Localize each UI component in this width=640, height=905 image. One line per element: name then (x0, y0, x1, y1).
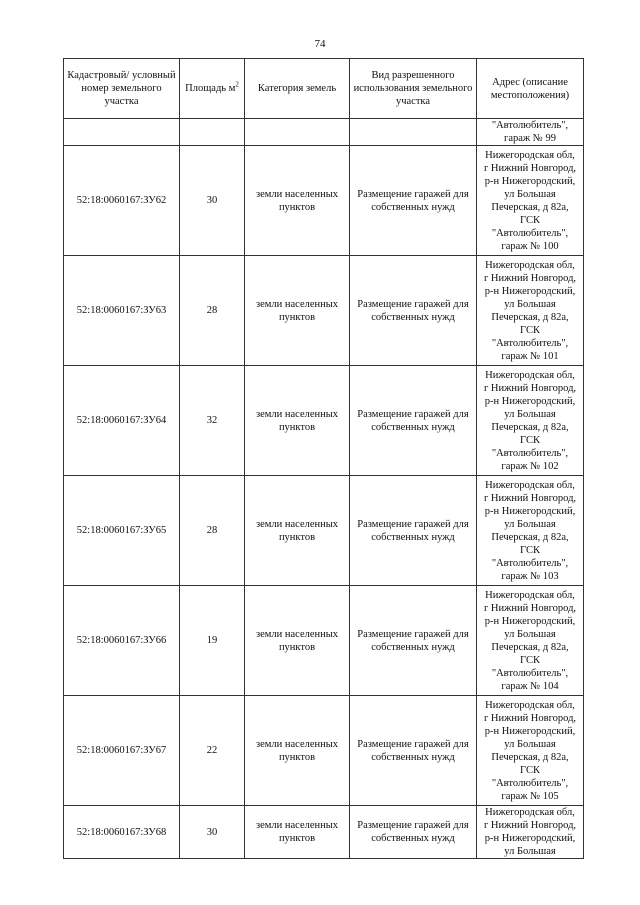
cell-area: 22 (180, 696, 245, 806)
cell-cadastral: 52:18:0060167:ЗУ63 (64, 256, 180, 366)
cell-address: Нижегородская обл, г Нижний Новгород, р-н Нижегородский, ул Большая Печерская, д 82а, ГСК "Автолюбитель", гараж № 102 (477, 366, 584, 476)
cell-address: Нижегородская обл, г Нижний Новгород, р-н Нижегородский, ул Большая Печерская, д 82а, ГСК "Автолюбитель", гараж № 103 (477, 476, 584, 586)
cell-empty (64, 119, 180, 146)
header-area-label: Площадь м (185, 83, 236, 94)
cell-usage: Размещение гаражей для собственных нужд (350, 256, 477, 366)
cell-cadastral: 52:18:0060167:ЗУ65 (64, 476, 180, 586)
cell-cadastral: 52:18:0060167:ЗУ64 (64, 366, 180, 476)
table-row (64, 366, 584, 476)
table-row (64, 696, 584, 806)
table-row (64, 476, 584, 586)
cell-category: земли населенных пунктов (245, 256, 350, 366)
cell-category: земли населенных пунктов (245, 806, 350, 859)
cell-address: Нижегородская обл, г Нижний Новгород, р-н Нижегородский, ул Большая Печерская, д 82а, ГСК "Автолюбитель", гараж № 105 (477, 696, 584, 806)
table-header-row (64, 59, 584, 119)
cell-address: Нижегородская обл, г Нижний Новгород, р-н Нижегородский, ул Большая Печерская, д 82а, ГСК "Автолюбитель", гараж № 101 (477, 256, 584, 366)
cell-usage: Размещение гаражей для собственных нужд (350, 586, 477, 696)
header-area-sup: 2 (235, 80, 239, 89)
cell-category: земли населенных пунктов (245, 146, 350, 256)
cell-usage: Размещение гаражей для собственных нужд (350, 806, 477, 859)
table-row (64, 586, 584, 696)
cell-address: Нижегородская обл, г Нижний Новгород, р-н Нижегородский, ул Большая Печерская, д 82а, ГСК "Автолюбитель", гараж № 100 (477, 146, 584, 256)
cell-usage: Размещение гаражей для собственных нужд (350, 696, 477, 806)
cell-category: земли населенных пунктов (245, 476, 350, 586)
cell-empty (245, 119, 350, 146)
cell-address: Нижегородская обл, г Нижний Новгород, р-н Нижегородский, ул Большая Печерская, д 82а, ГСК "Автолюбитель", гараж № 104 (477, 586, 584, 696)
cell-area: 30 (180, 806, 245, 859)
land-plots-table (63, 58, 584, 859)
cell-area: 28 (180, 256, 245, 366)
cell-cadastral: 52:18:0060167:ЗУ67 (64, 696, 180, 806)
cell-category: земли населенных пунктов (245, 696, 350, 806)
cell-usage: Размещение гаражей для собственных нужд (350, 476, 477, 586)
cell-area: 19 (180, 586, 245, 696)
cell-cadastral: 52:18:0060167:ЗУ66 (64, 586, 180, 696)
cell-usage: Размещение гаражей для собственных нужд (350, 366, 477, 476)
cell-address: Нижегородская обл, г Нижний Новгород, р-н Нижегородский, ул Большая (477, 806, 584, 859)
table-row (64, 806, 584, 859)
cell-address: "Автолюбитель", гараж № 99 (477, 119, 584, 146)
cell-empty (350, 119, 477, 146)
cell-area: 28 (180, 476, 245, 586)
header-category: Категория земель (245, 59, 350, 119)
cell-cadastral: 52:18:0060167:ЗУ68 (64, 806, 180, 859)
table-row (64, 146, 584, 256)
header-usage: Вид разрешенного использования земельного участка (350, 59, 477, 119)
header-area (180, 59, 245, 119)
cell-area: 32 (180, 366, 245, 476)
page-number: 74 (314, 38, 326, 50)
header-address: Адрес (описание местоположения) (477, 59, 584, 119)
table-row-continuation (64, 119, 584, 146)
cell-usage: Размещение гаражей для собственных нужд (350, 146, 477, 256)
cell-category: земли населенных пунктов (245, 586, 350, 696)
cell-area: 30 (180, 146, 245, 256)
table-row (64, 256, 584, 366)
cell-cadastral: 52:18:0060167:ЗУ62 (64, 146, 180, 256)
cell-empty (180, 119, 245, 146)
header-cadastral: Кадастровый/ условный номер земельного участка (64, 59, 180, 119)
cell-category: земли населенных пунктов (245, 366, 350, 476)
